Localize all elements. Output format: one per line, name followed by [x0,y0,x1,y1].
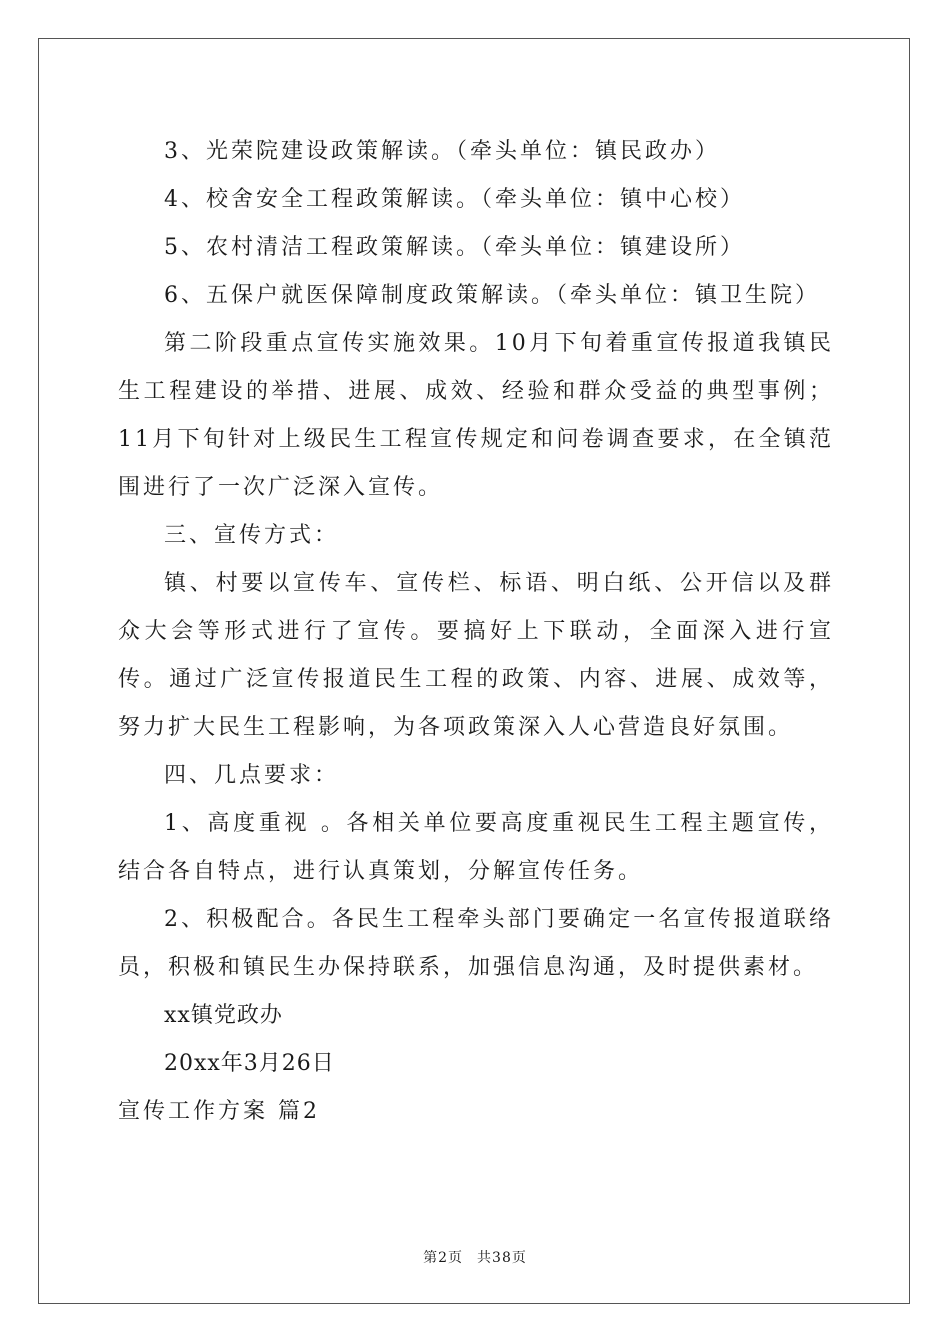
paragraph: 3、光荣院建设政策解读。（牵头单位：镇民政办） [164,139,720,164]
section-heading-3: 三、宣传方式： [164,523,340,548]
page-total: 共38页 [477,1250,527,1266]
paragraph: 2、积极配合。各民生工程牵头部门要确定一名宣传报道联络员，积极和镇民生办保持联系，加强信息沟通，及时提供素材。 [118,907,834,980]
section-title: 宣传工作方案 篇2 [118,1099,320,1124]
document-body [118,128,834,1136]
paragraph: 5、农村清洁工程政策解读。（牵头单位：镇建设所） [164,235,745,260]
paragraph: 第二阶段重点宣传实施效果。10月下旬着重宣传报道我镇民生工程建设的举措、进展、成效、经验和群众受益的典型事例；11月下旬针对上级民生工程宣传规定和问卷调查要求，在全镇范围进行了一次广泛深入宣传。 [118,331,834,500]
paragraph: 镇、村要以宣传车、宣传栏、标语、明白纸、公开信以及群众大会等形式进行了宣传。要搞好上下联动，全面深入进行宣传。通过广泛宣传报道民生工程的政策、内容、进展、成效等，努力扩大民生工程影响，为各项政策深入人心营造良好氛围。 [118,571,834,740]
paragraph: 1、高度重视 。各相关单位要高度重视民生工程主题宣传，结合各自特点，进行认真策划，分解宣传任务。 [118,811,834,884]
signature-org: xx镇党政办 [164,1003,283,1028]
paragraph: 6、五保户就医保障制度政策解读。（牵头单位：镇卫生院） [164,283,820,308]
signature-date: 20xx年3月26日 [164,1051,335,1076]
section-heading-4: 四、几点要求： [164,763,340,788]
paragraph: 4、校舍安全工程政策解读。（牵头单位：镇中心校） [164,187,745,212]
page-footer [0,1247,950,1267]
page-number: 第2页 [423,1250,464,1266]
